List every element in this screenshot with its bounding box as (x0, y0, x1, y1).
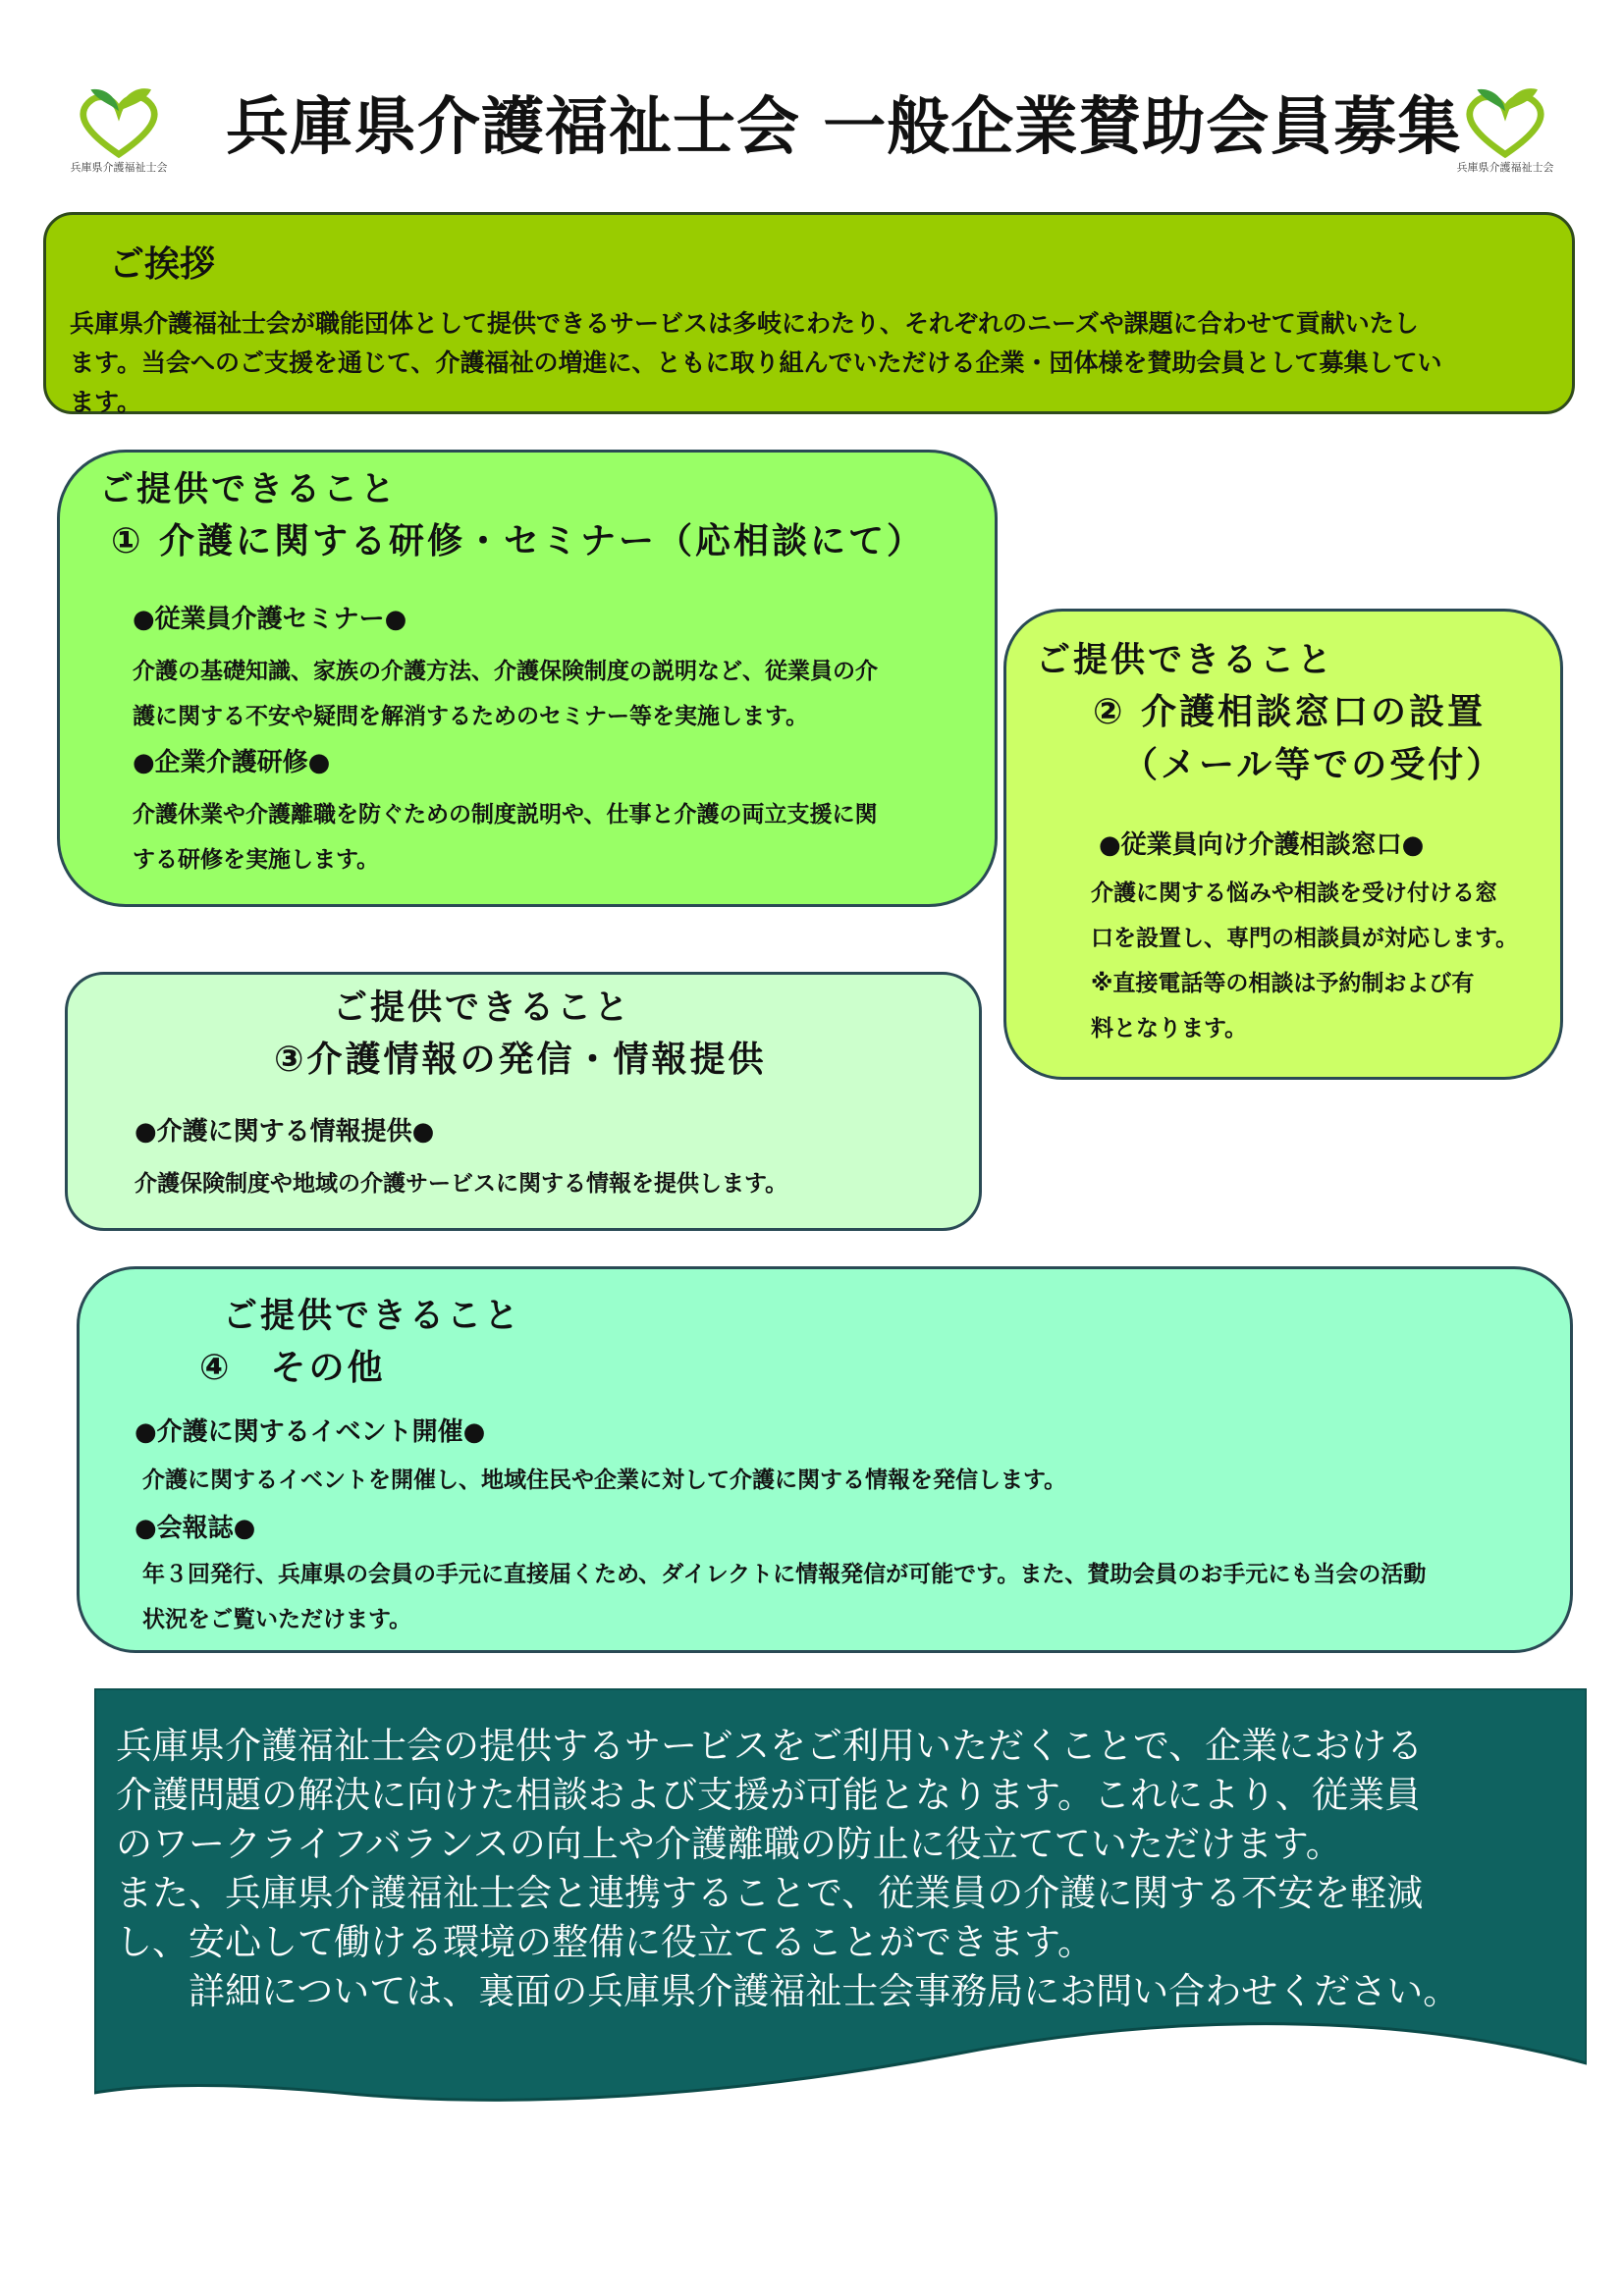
service-title: ③介護情報の発信・情報提供 (274, 1040, 767, 1080)
service-card-information (65, 972, 982, 1231)
service-card-training (57, 450, 998, 907)
service-desc: 介護保険制度や地域の介護サービスに関する情報を提供します。 (135, 1171, 788, 1197)
service-bullet: ●介護に関するイベント開催● (135, 1417, 486, 1447)
summary-line: 詳細については、裏面の兵庫県介護福祉士会事務局にお問い合わせください。 (116, 1970, 1460, 2012)
service-desc: 護に関する不安や疑問を解消するためのセミナー等を実施します。 (133, 704, 809, 729)
greeting-section (43, 212, 1575, 414)
service-desc: 口を設置し、専門の相談員が対応します。 (1091, 926, 1519, 951)
service-desc: 介護休業や介護離職を防ぐための制度説明や、仕事と介護の両立支援に関 (133, 802, 878, 828)
service-title: ① 介護に関する研修・セミナー（応相談にて） (111, 521, 926, 561)
service-bullet: ●会報誌● (135, 1514, 256, 1543)
greeting-heading: ご挨拶 (109, 244, 216, 285)
service-desc: 介護の基礎知識、家族の介護方法、介護保険制度の説明など、従業員の介 (133, 659, 878, 684)
greeting-line: ます。当会へのご支援を通じて、介護福祉の増進に、ともに取り組んでいただける企業・団体様を賛助会員として募集してい (70, 348, 1442, 377)
summary-line: また、兵庫県介護福祉士会と連携することで、従業員の介護に関する不安を軽減 (116, 1872, 1424, 1914)
service-desc: ※直接電話等の相談は予約制および有 (1091, 971, 1475, 996)
page-title: 兵庫県介護福祉士会 一般企業賛助会員募集 (226, 91, 1462, 164)
summary-line: 介護問題の解決に向けた相談および支援が可能となります。これにより、従業員 (116, 1774, 1422, 1816)
service-desc: 介護に関するイベントを開催し、地域住民や企業に対して介護に関する情報を発信します。 (142, 1468, 1067, 1493)
heart-sprout-icon (65, 77, 173, 163)
service-heading: ご提供できること (223, 1297, 522, 1336)
summary-line: し、安心して働ける環境の整備に役立てることができます。 (116, 1921, 1095, 1963)
service-card-other (77, 1266, 1573, 1653)
logo-caption: 兵庫県介護福祉士会 (70, 161, 168, 174)
service-bullet: ●企業介護研修● (133, 748, 331, 777)
logo-caption: 兵庫県介護福祉士会 (1456, 161, 1554, 174)
heart-sprout-icon (1451, 77, 1559, 163)
service-desc: 年３回発行、兵庫県の会員の手元に直接届くため、ダイレクトに情報発信が可能です。また、賛助会員のお手元にも当会の活動 (142, 1562, 1427, 1587)
service-title: ④ その他 (199, 1348, 386, 1388)
greeting-line: ます。 (70, 388, 142, 416)
service-bullet: ●介護に関する情報提供● (135, 1117, 435, 1147)
summary-text (116, 1722, 1559, 2016)
logo-right (1451, 77, 1559, 185)
summary-line: のワークライフバランスの向上や介護離職の防止に役立てていただけます。 (116, 1823, 1342, 1865)
service-heading: ご提供できること (99, 470, 399, 509)
service-bullet: ●従業員向け介護相談窓口● (1099, 830, 1425, 860)
service-bullet: ●従業員介護セミナー● (133, 605, 407, 634)
summary-line: 兵庫県介護福祉士会の提供するサービスをご利用いただくことで、企業における (116, 1725, 1424, 1767)
service-heading: ご提供できること (1036, 641, 1335, 680)
service-desc: 状況をご覧いただけます。 (142, 1607, 412, 1632)
service-card-consultation (1003, 609, 1563, 1080)
service-title: ② 介護相談窓口の設置 (1093, 692, 1487, 732)
service-desc: する研修を実施します。 (133, 847, 380, 873)
service-title: （メール等での受付） (1122, 745, 1505, 785)
service-desc: 介護に関する悩みや相談を受け付ける窓 (1091, 881, 1497, 906)
logo-left (65, 77, 173, 185)
greeting-line: 兵庫県介護福祉士会が職能団体として提供できるサービスは多岐にわたり、それぞれのニーズや課題に合わせて貢献いたし (70, 309, 1419, 338)
service-desc: 料となります。 (1091, 1016, 1248, 1041)
service-heading: ご提供できること (333, 988, 632, 1028)
